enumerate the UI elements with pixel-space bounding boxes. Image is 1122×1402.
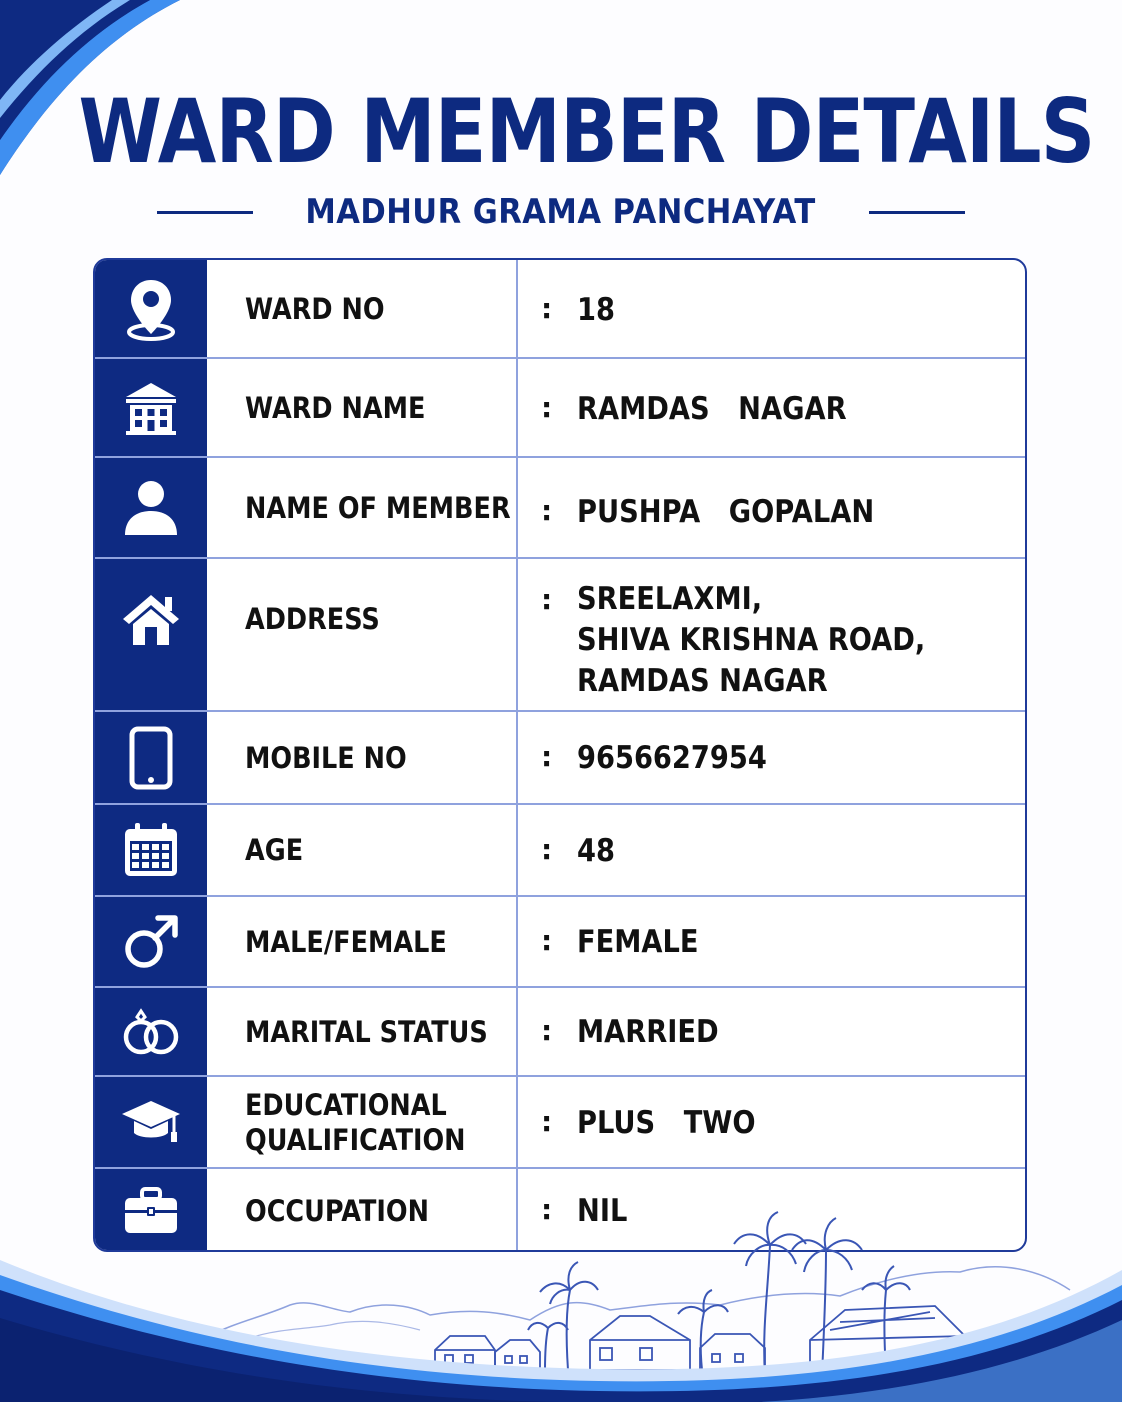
row-colon: : (541, 1014, 553, 1047)
subtitle-right-rule (869, 211, 965, 214)
row-value: MARRIED (577, 1014, 719, 1050)
row-label: WARD NAME (245, 390, 426, 425)
row-label: EDUCATIONAL (245, 1088, 447, 1122)
table-row (95, 1077, 1025, 1167)
address-line-2: SHIVA KRISHNA ROAD, (577, 622, 926, 658)
row-label: MALE/FEMALE (245, 924, 447, 959)
row-label: MARITAL STATUS (245, 1014, 488, 1049)
home-icon (95, 579, 207, 659)
row-value: RAMDAS NAGAR (577, 391, 847, 427)
table-row (95, 359, 1025, 456)
row-value: NIL (577, 1193, 628, 1229)
row-value: PLUS TWO (577, 1105, 756, 1141)
row-value: 48 (577, 833, 615, 869)
row-colon: : (541, 1193, 553, 1226)
table-row (95, 559, 1025, 710)
row-label: WARD NO (245, 291, 385, 326)
row-label: QUALIFICATION (245, 1123, 466, 1157)
address-line-3: RAMDAS NAGAR (577, 663, 828, 699)
row-label: ADDRESS (245, 602, 380, 636)
row-colon: : (541, 494, 553, 527)
page-title: WARD MEMBER DETAILS (78, 80, 1095, 183)
row-colon: : (541, 391, 553, 424)
table-row (95, 897, 1025, 986)
row-label: NAME OF MEMBER (245, 490, 511, 525)
building-icon (95, 359, 207, 456)
address-line-1: SREELAXMI, (577, 581, 763, 617)
table-row (95, 805, 1025, 895)
calendar-icon (95, 805, 207, 895)
row-colon: : (541, 833, 553, 866)
subtitle-block (0, 190, 1122, 234)
table-row (95, 260, 1025, 357)
person-icon (95, 458, 207, 557)
location-pin-icon (95, 260, 207, 357)
village-landscape-decoration (0, 1200, 1122, 1402)
row-value: 9656627954 (577, 740, 767, 776)
row-value: PUSHPA GOPALAN (577, 494, 875, 530)
wedding-rings-icon (95, 988, 207, 1075)
row-label: AGE (245, 833, 304, 867)
mobile-phone-icon (95, 712, 207, 803)
row-colon: : (541, 583, 553, 616)
table-row (95, 712, 1025, 803)
panchayat-name: MADHUR GRAMA PANCHAYAT (305, 192, 817, 232)
row-colon: : (541, 292, 553, 325)
row-value: FEMALE (577, 924, 699, 960)
row-colon: : (541, 924, 553, 957)
row-label: MOBILE NO (245, 740, 407, 775)
subtitle-left-rule (157, 211, 253, 214)
row-value: 18 (577, 292, 615, 328)
graduation-cap-icon (95, 1077, 207, 1167)
row-colon: : (541, 1105, 553, 1138)
table-row (95, 458, 1025, 557)
male-symbol-icon (95, 897, 207, 986)
details-table (93, 258, 1027, 1252)
row-label: OCCUPATION (245, 1193, 429, 1228)
table-row (95, 988, 1025, 1075)
row-colon: : (541, 740, 553, 773)
